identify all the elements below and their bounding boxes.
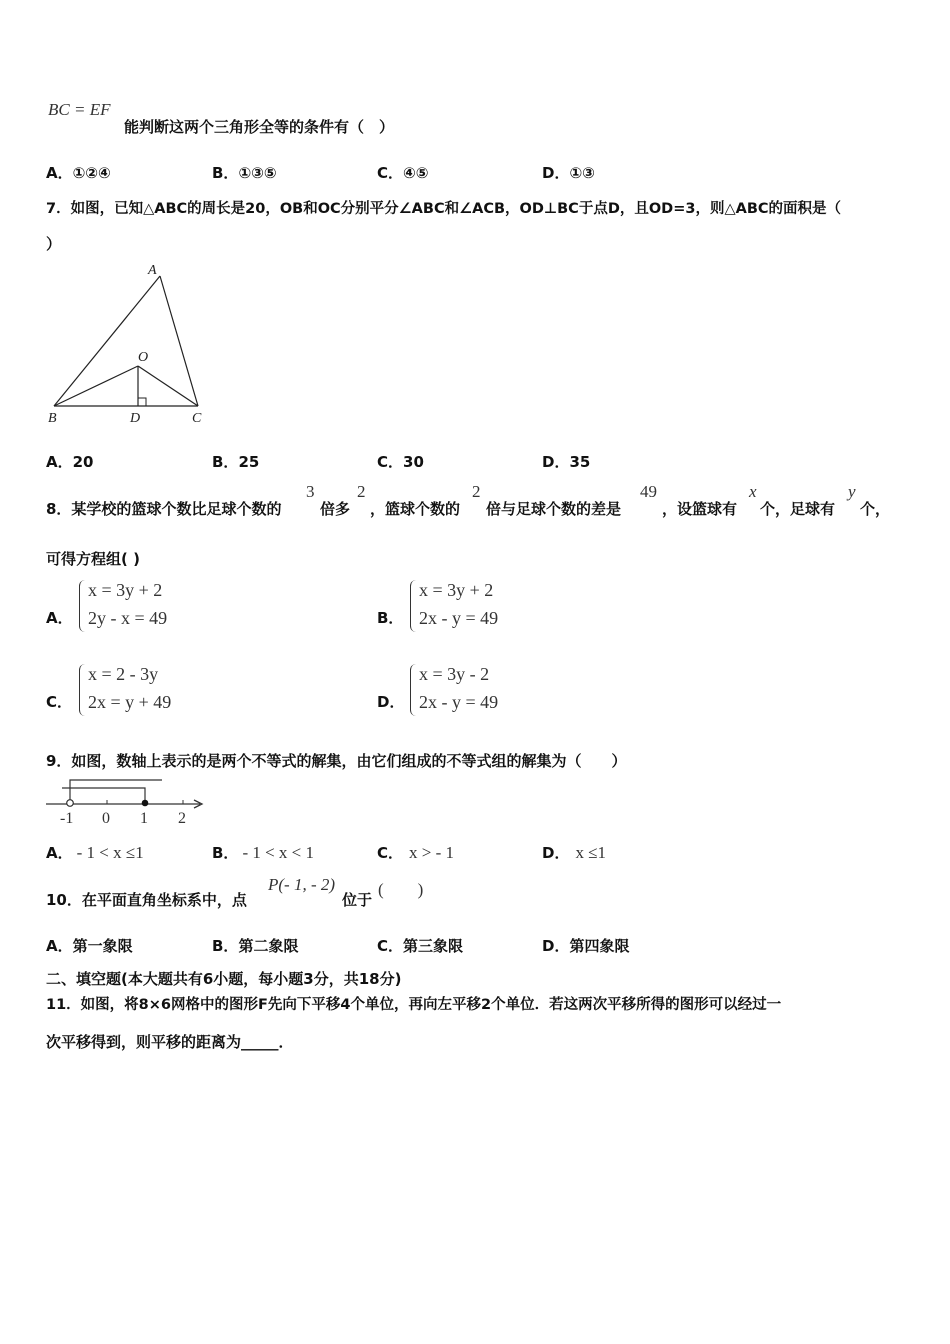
label-2: 2	[178, 810, 186, 827]
q6-option-c[interactable]: C．④⑤	[377, 164, 429, 182]
q8-option-a-eq2: 2y - x = 49	[88, 608, 168, 628]
q10-answer-blank: ( )	[378, 880, 424, 899]
q9-question-text: 9．如图，数轴上表示的是两个不等式的解集，由它们组成的不等式组的解集为（ ）	[46, 752, 627, 770]
q6-option-d[interactable]: D．①③	[542, 164, 595, 182]
label-0: 0	[102, 810, 110, 827]
open-point-minus1	[67, 800, 74, 807]
q8-option-d-brace	[410, 664, 418, 716]
q8-option-d-eq1: x = 3y - 2	[419, 664, 490, 684]
q8-text-3: ，篮球个数的	[370, 500, 461, 518]
q8-text-7: 个，	[860, 500, 891, 518]
q8-text-1: 8．某学校的篮球个数比足球个数的	[46, 500, 282, 518]
q8-text-5: ，设篮球有	[662, 500, 738, 518]
q8-option-a-brace	[79, 580, 87, 632]
q8-option-d-letter[interactable]: D．	[377, 693, 405, 711]
q9-option-b[interactable]: B． - 1 < x < 1	[212, 843, 315, 862]
q7-option-b[interactable]: B．25	[212, 453, 260, 471]
label-c: C	[192, 411, 202, 426]
q11-question-line2: 次平移得到，则平移的距离为_____．	[46, 1033, 294, 1051]
q8-num-2b: 2	[472, 482, 481, 501]
side-ab	[54, 276, 160, 406]
q8-option-c-brace	[79, 664, 87, 716]
q9-option-c[interactable]: C． x > - 1	[377, 843, 455, 862]
label-1: 1	[140, 810, 148, 827]
q8-option-d-eq2: 2x - y = 49	[419, 692, 499, 712]
q10-text-before: 10．在平面直角坐标系中，点	[46, 891, 247, 909]
label-o: O	[138, 350, 149, 365]
q6-option-b[interactable]: B．①③⑤	[212, 164, 277, 182]
q7-question-line2: ）	[46, 235, 62, 253]
q10-option-b[interactable]: B．第二象限	[212, 937, 299, 955]
q6-math-condition: BC = EF	[48, 100, 111, 119]
q8-text-2: 倍多	[320, 500, 351, 518]
side-ac	[160, 276, 198, 406]
q8-option-c-eq1: x = 2 - 3y	[88, 664, 159, 684]
right-angle-mark	[138, 398, 146, 406]
q8-num-3: 3	[306, 482, 315, 501]
q8-option-c-letter[interactable]: C．	[46, 693, 73, 711]
label-b: B	[48, 411, 57, 426]
q6-question-text: 能判断这两个三角形全等的条件有（ ）	[124, 118, 395, 136]
q8-var-x: x	[749, 482, 757, 501]
q8-num-2a: 2	[357, 482, 366, 501]
q9-number-line	[44, 774, 214, 828]
solution-bracket-gt-minus1	[70, 780, 162, 800]
q10-point: P(- 1, - 2)	[268, 875, 336, 894]
q8-text-6: 个，足球有	[760, 500, 836, 518]
q7-option-a[interactable]: A．20	[46, 453, 94, 471]
q8-option-b-eq1: x = 3y + 2	[419, 580, 494, 600]
q10-option-d[interactable]: D．第四象限	[542, 937, 630, 955]
q9-option-a[interactable]: A． - 1 < x ≤1	[46, 843, 144, 862]
q8-var-y: y	[848, 482, 856, 501]
label-minus1: -1	[60, 810, 74, 827]
q7-triangle-figure	[44, 258, 214, 430]
q8-question-line2: 可得方程组( )	[46, 550, 140, 568]
q11-question-line1: 11．如图，将8×6网格中的图形F先向下平移4个单位，再向左平移2个单位．若这两次平移所得的图形可以经过一	[46, 997, 782, 1013]
q6-option-a[interactable]: A．①②④	[46, 164, 111, 182]
q7-option-d[interactable]: D．35	[542, 453, 591, 471]
q8-option-a-eq1: x = 3y + 2	[88, 580, 163, 600]
segment-ob	[54, 366, 138, 406]
q7-question-line1: 7．如图，已知△ABC的周长是20，OB和OC分别平分∠ABC和∠ACB，OD⊥BC于点D，且OD=3，则△ABC的面积是（	[46, 201, 842, 217]
q7-option-c[interactable]: C．30	[377, 453, 424, 471]
q8-option-c-eq2: 2x = y + 49	[88, 692, 172, 712]
q8-text-4: 倍与足球个数的差是	[486, 500, 622, 518]
segment-oc	[138, 366, 198, 406]
q8-option-b-brace	[410, 580, 418, 632]
label-a: A	[148, 263, 157, 278]
closed-point-1	[142, 800, 149, 807]
q10-option-c[interactable]: C．第三象限	[377, 937, 464, 955]
label-d: D	[130, 411, 141, 426]
q8-option-a-letter[interactable]: A．	[46, 609, 73, 627]
q10-option-a[interactable]: A．第一象限	[46, 937, 133, 955]
q8-option-b-eq2: 2x - y = 49	[419, 608, 499, 628]
section2-heading: 二、填空题(本大题共有6小题，每小题3分，共18分)	[46, 970, 402, 988]
q9-option-d[interactable]: D． x ≤1	[542, 843, 607, 862]
q10-text-after: 位于	[342, 891, 373, 909]
solution-bracket-le-1	[62, 788, 145, 800]
q8-option-b-letter[interactable]: B．	[377, 609, 404, 627]
q8-num-49: 49	[640, 482, 657, 501]
